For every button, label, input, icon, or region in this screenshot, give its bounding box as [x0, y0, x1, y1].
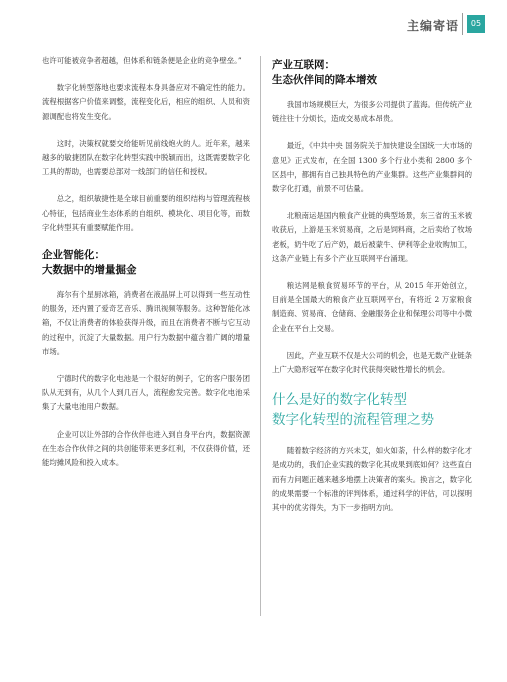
paragraph: 宁德时代的数字化电池是一个很好的例子，它的客户服务团队从无到有，从几个人到几百人，流程愈发完善。数字化电池采集了大量电池用户数据。	[42, 374, 250, 412]
feature-heading	[272, 390, 472, 430]
column-title: 主编寄语	[406, 19, 459, 33]
paragraph: 因此，产业互联不仅是大公司的机会，也是无数产业链条上广大隐形冠军在数字化时代获得突破性增长的机会。	[272, 350, 472, 375]
section-heading-line-2: 生态伙伴间的降本增效	[272, 74, 377, 86]
paragraph: 随着数字经济的方兴未艾，如火如荼，什么样的数字化才是成功的，我们企业实践的数字化其成果到底如何？这些直白而有力问题正越来越多地摆上决策者的案头。换言之，数字化的成果需要一个标准的评判体系，通过科学的评估，可以探明其中的优劣得失，为下一步指明方向。	[272, 446, 472, 513]
section-heading-line-1: 企业智能化：	[42, 249, 105, 262]
section-heading	[272, 58, 472, 88]
paragraph: 这时，决策权就要交给能听见前线炮火的人。近年来，越来越多的敏捷团队在数字化转型实践中脱颖而出，这既需要数字化工具的帮助，也需要总部对一线部门的信任和授权。	[42, 138, 250, 177]
section-heading	[42, 248, 250, 278]
paragraph: 北粮南运是国内粮食产业链的典型场景，东三省的玉米被收获后，上游是玉米贸易商，之后是饲料商，之后卖给了牧场老板，奶牛吃了后产奶，最后被蒙牛、伊利等企业收购加工，这条产业链上有多个产业互联网平台涌现。	[272, 211, 472, 263]
paragraph: 也许可能被竞争者超越，但体系和链条便是企业的竞争壁垒。”	[42, 56, 242, 65]
paragraph: 总之，组织敏捷性是全球目前重要的组织结构与管理流程核心特征，包括商业生态体系的自组织、模块化、项目化等，而数字化转型其有重要赋能作用。	[42, 194, 250, 232]
feature-heading-line-2: 数字化转型的流程管理之势	[272, 412, 434, 429]
paragraph: 企业可以让外部的合作伙伴也进入到自身平台内，数据资源在生态合作伙伴之间的共创能带来更多红利，不仅获得价值，还能均摊风险和投入成本。	[42, 429, 250, 468]
feature-heading-line-1: 什么是好的数字化转型	[272, 392, 407, 409]
column-divider	[260, 56, 261, 616]
paragraph: 我国市场规模巨大，为很多公司提供了蓝海。但传统产业链往往十分烦长，造成交易成本昂贵。	[272, 100, 472, 124]
paragraph: 粮达网是粮食贸易环节的平台，从 2015 年开始创立，目前是全国最大的粮食产业互联网平台，有将近 2 万家粮食制造商、贸易商、仓储商、金融服务企业和保理公司等中小微企业在平台上交易。	[272, 281, 472, 333]
right-column	[272, 54, 472, 528]
header-divider	[462, 13, 463, 35]
page-number: 05	[467, 15, 485, 33]
left-column	[42, 54, 250, 483]
page-header	[0, 0, 507, 50]
paragraph: 最近，《中共中央 国务院关于加快建设全国统一大市场的意见》正式发布，在全国 1300 多个行业小类和 2800 多个区县中，都拥有自己独具特色的产业集群。这些产业集群间的数字化打通，前景不可估量。	[272, 141, 472, 194]
section-heading-line-2: 大数据中的增量掘金	[42, 264, 137, 277]
paragraph: 海尔有个星厨冰箱，消费者在液晶屏上可以得到一些互动性的服务，还内置了爱奇艺音乐、腾讯视频等服务。这种智能化冰箱，不仅让消费者的体验获得升级，而且在消费者不断与它互动的过程中，沉淀了大量数据。用户行为数据中蕴含着广阔的增量市场。	[42, 290, 250, 356]
paragraph: 数字化转型落地也要求流程本身具备应对不确定性的能力。流程根据客户价值来调整，流程变化后，相应的组织、人员和资源调配也将发生变化。	[42, 83, 250, 121]
section-heading-line-1: 产业互联网：	[272, 59, 335, 71]
